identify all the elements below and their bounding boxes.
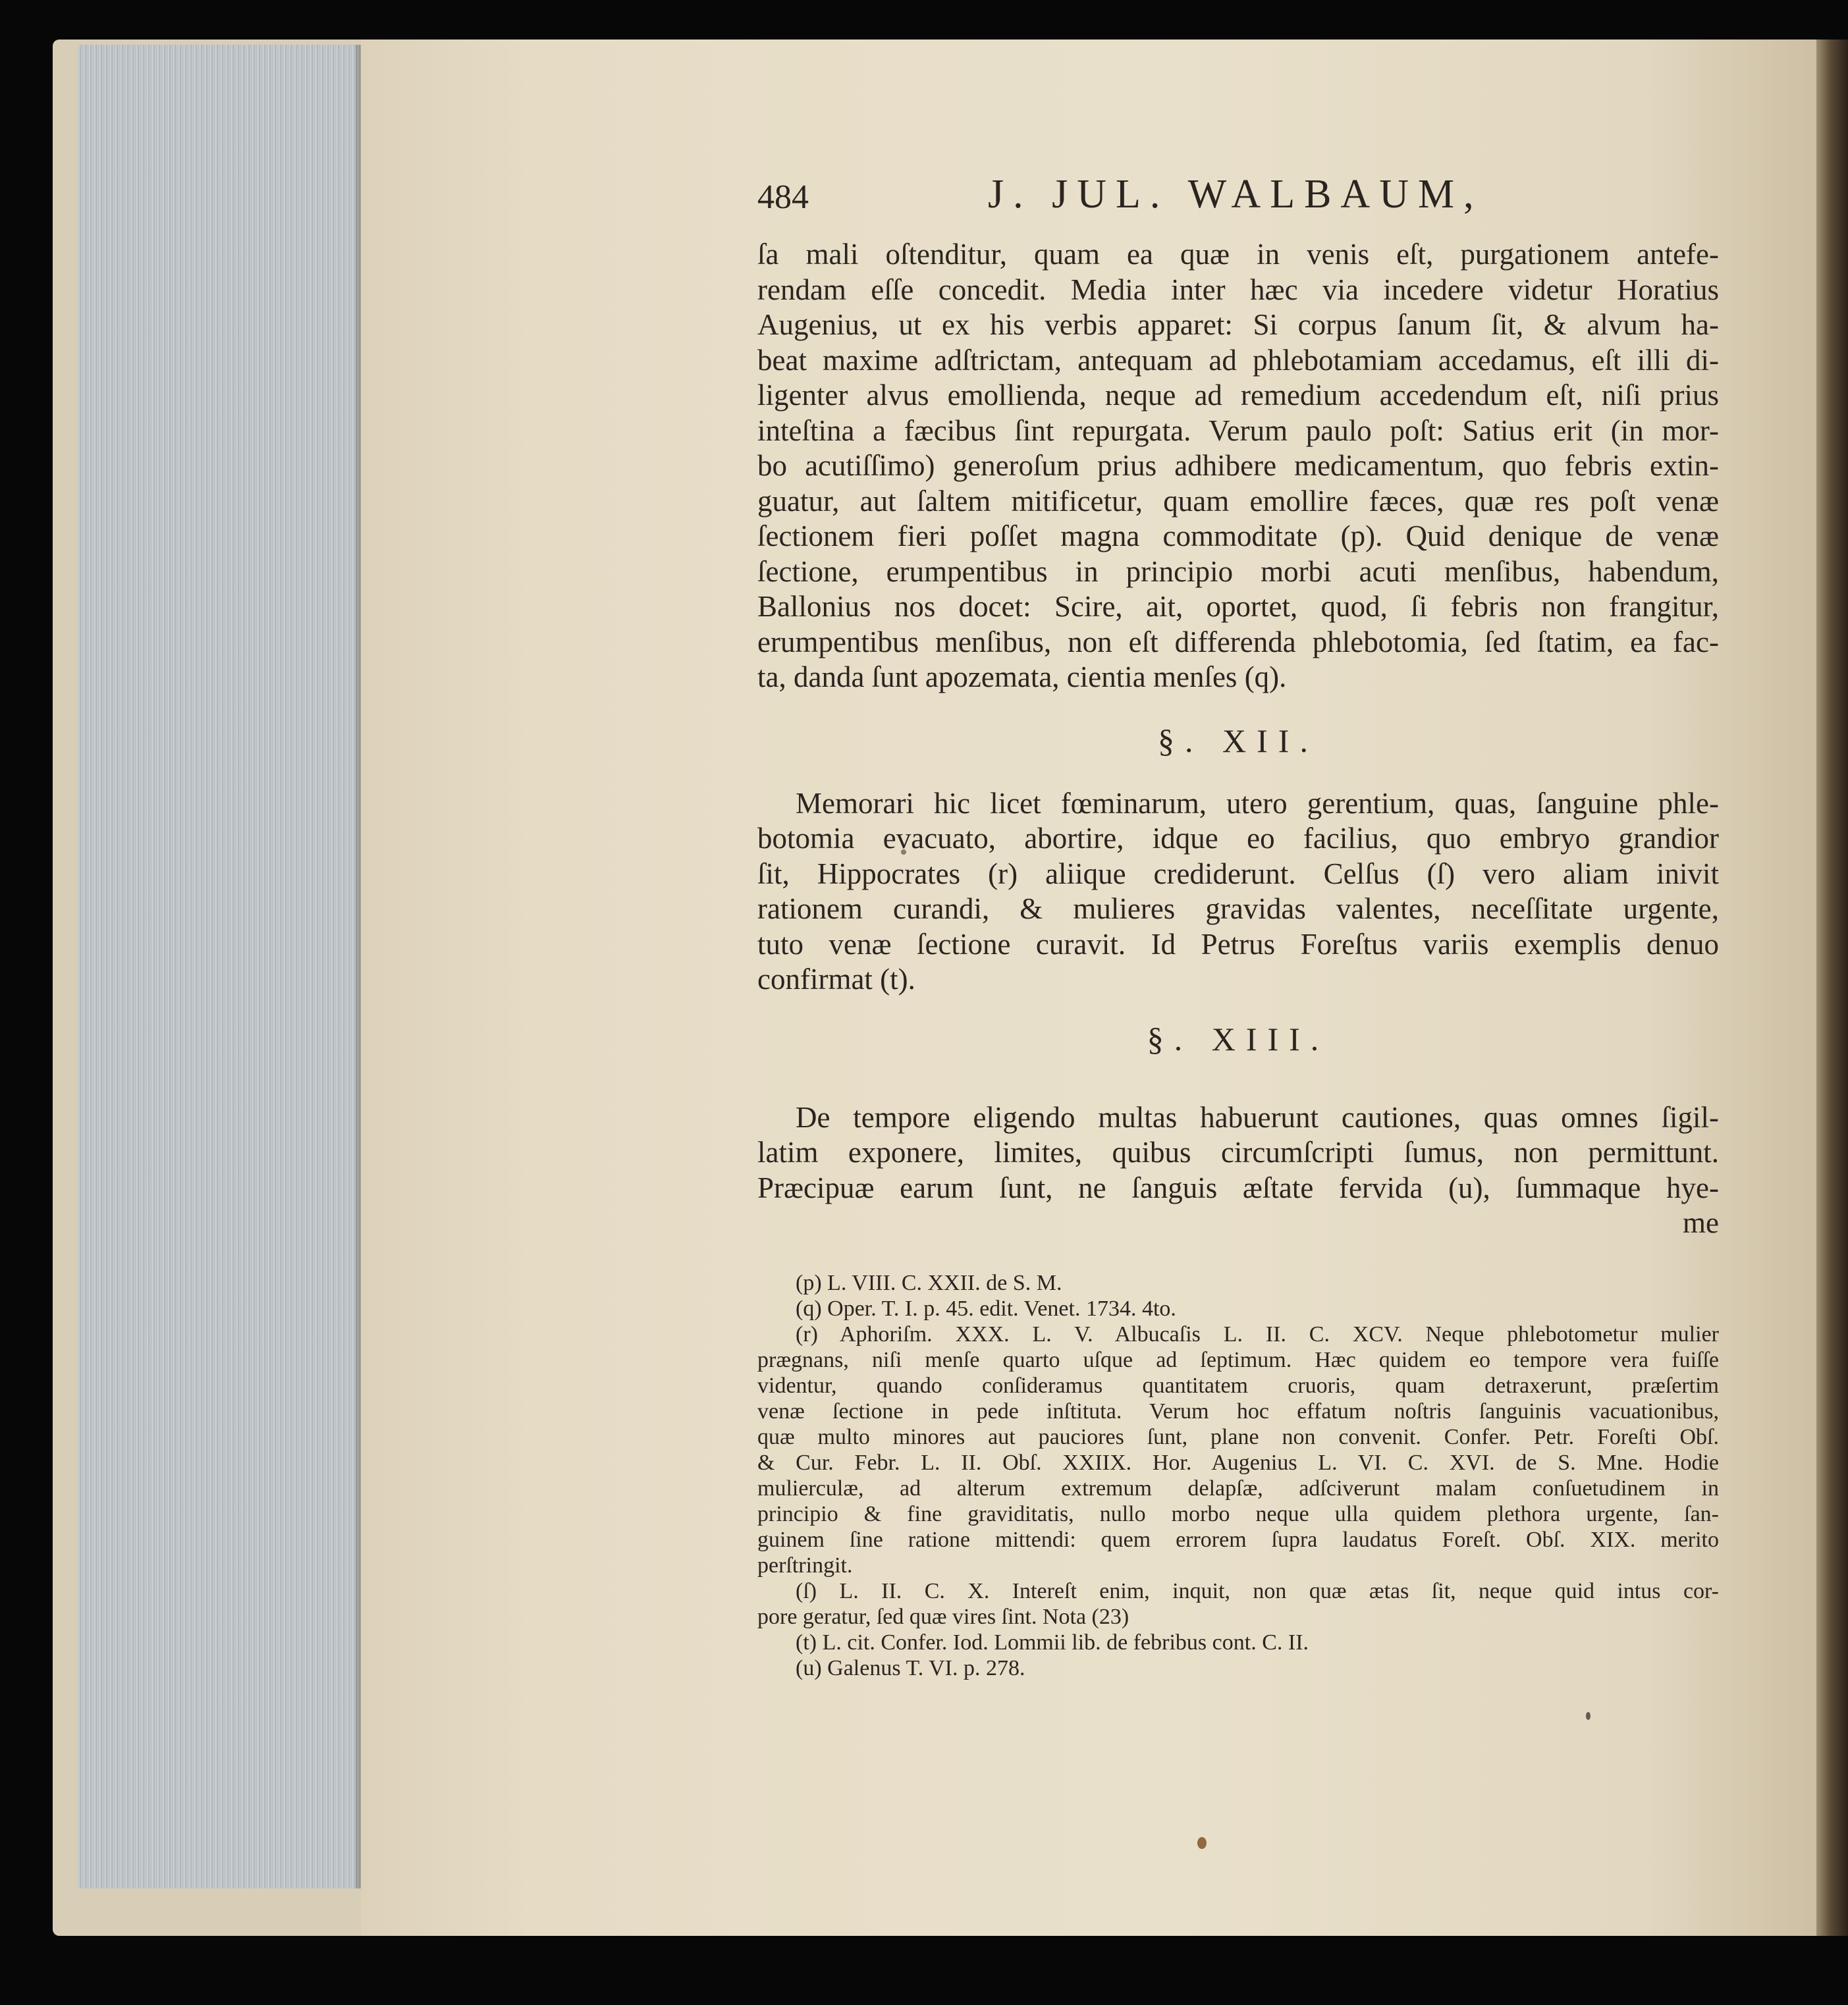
text-line: ſa mali oſtenditur, quam ea quæ in venis eſt, purgationem antefe- bbox=[757, 238, 1719, 271]
section-13-paragraph bbox=[757, 1100, 1719, 1241]
text-line: botomia evacuato, abortire, idque eo facilius, quo embryo grandior bbox=[757, 822, 1719, 855]
footnote-line: (r) Aphoriſm. XXX. L. V. Albucaſis L. II. C. XCV. Neque phlebotometur mulier bbox=[796, 1322, 1719, 1347]
footnote-line: perſtringit. bbox=[757, 1553, 853, 1578]
footnote-line: (u) Galenus T. VI. p. 278. bbox=[796, 1655, 1025, 1680]
text-line: tuto venæ ſectione curavit. Id Petrus Foreſtus variis exemplis denuo bbox=[757, 927, 1719, 961]
footnote-line: prægnans, niſi menſe quarto uſque ad ſeptimum. Hæc quidem eo tempore vera fuiſſe bbox=[757, 1347, 1719, 1372]
footnotes bbox=[757, 1270, 1719, 1681]
footnote-line: pore geratur, ſed quæ vires ſint. Nota (23) bbox=[757, 1604, 1129, 1629]
text-line: beat maxime adſtrictam, antequam ad phlebotamiam accedamus, eſt illi di- bbox=[757, 343, 1719, 377]
page-text-block bbox=[757, 165, 1719, 1681]
text-line: ſit, Hippocrates (r) aliique crediderunt. Celſus (ſ) vero aliam inivit bbox=[757, 857, 1719, 890]
book-gutter bbox=[1816, 40, 1848, 1936]
text-line: inteſtina a fæcibus ſint repurgata. Verum paulo poſt: Satius erit (in mor- bbox=[757, 414, 1719, 447]
page-number: 484 bbox=[757, 178, 809, 216]
text-line: Augenius, ut ex his verbis apparet: Si corpus ſanum ſit, & alvum ha- bbox=[757, 308, 1719, 341]
text-line: ligenter alvus emollienda, neque ad remedium accedendum eſt, niſi prius bbox=[757, 379, 1719, 412]
section-heading-13: §. XIII. bbox=[1147, 1020, 1330, 1057]
foxing-spot bbox=[1197, 1837, 1207, 1849]
text-line: ta, danda ſunt apozemata, cientia menſes (q). bbox=[757, 660, 1287, 693]
text-line: ſectionem fieri poſſet magna commoditate (p). Quid denique de venæ bbox=[757, 520, 1719, 552]
footnote-line: quæ multo minores aut pauciores ſunt, plane non convenit. Confer. Petr. Foreſti Obſ. bbox=[757, 1424, 1719, 1449]
text-line: De tempore eligendo multas habuerunt cautiones, quas omnes ſigil- bbox=[796, 1100, 1719, 1134]
footnote-line: mulierculæ, ad alterum extremum delapſæ, adſciverunt malam conſuetudinem in bbox=[757, 1476, 1719, 1501]
footnote-line: (q) Oper. T. I. p. 45. edit. Venet. 1734. 4to. bbox=[796, 1296, 1176, 1321]
page-edges bbox=[78, 45, 363, 1888]
text-line: Memorari hic licet fœminarum, utero gerentium, quas, ſanguine phle- bbox=[796, 786, 1719, 820]
text-line: bo acutiſſimo) generoſum prius adhibere medicamentum, quo febris extin- bbox=[757, 449, 1719, 482]
text-line: erumpentibus menſibus, non eſt differenda phlebotomia, ſed ſtatim, ea fac- bbox=[757, 625, 1719, 658]
section-heading-12: §. XII. bbox=[1158, 722, 1318, 759]
running-title: J. JUL. WALBAUM, bbox=[988, 172, 1483, 217]
text-line: confirmat (t). bbox=[757, 963, 915, 996]
text-line: Præcipuæ earum ſunt, ne ſanguis æſtate fervida (u), ſummaque hye- bbox=[757, 1171, 1719, 1204]
footnote-line: guinem ſine ratione mittendi: quem errorem ſupra laudatus Foreſt. Obſ. XIX. merito bbox=[757, 1527, 1719, 1552]
footnote-line: videntur, quando conſideramus quantitatem cruoris, quam detraxerunt, præſertim bbox=[757, 1373, 1719, 1398]
text-line: Ballonius nos docet: Scire, ait, oportet, quod, ſi febris non frangitur, bbox=[757, 590, 1719, 623]
footnote-line: & Cur. Febr. L. II. Obſ. XXIIX. Hor. Augenius L. VI. C. XVI. de S. Mne. Hodie bbox=[757, 1450, 1719, 1475]
footnote-line: (ſ) L. II. C. X. Intereſt enim, inquit, non quæ ætas ſit, neque quid intus cor- bbox=[796, 1578, 1719, 1603]
paragraph-1 bbox=[757, 237, 1719, 695]
text-line: latim exponere, limites, quibus circumſcripti ſumus, non permittunt. bbox=[757, 1136, 1719, 1169]
running-head bbox=[757, 165, 1719, 237]
section-12-paragraph bbox=[757, 786, 1719, 998]
footnote-line: (t) L. cit. Confer. Iod. Lommii lib. de febribus cont. C. II. bbox=[796, 1630, 1309, 1655]
footnote-line: venæ ſectione in pede inſtituta. Verum hoc effatum noſtris ſanguinis vacuationibus, bbox=[757, 1399, 1719, 1424]
foxing-spot bbox=[1586, 1712, 1590, 1720]
catchword: me bbox=[1683, 1206, 1719, 1239]
text-line: guatur, aut ſaltem mitificetur, quam emollire fæces, quæ res poſt venæ bbox=[757, 484, 1719, 518]
footnote-line: (p) L. VIII. C. XXII. de S. M. bbox=[796, 1270, 1062, 1295]
text-line: ſectione, erumpentibus in principio morbi acuti menſibus, habendum, bbox=[757, 554, 1719, 588]
text-line: rendam eſſe concedit. Media inter hæc via incedere videtur Horatius bbox=[757, 273, 1719, 306]
text-line: rationem curandi, & mulieres gravidas valentes, neceſſitate urgente, bbox=[757, 892, 1719, 925]
footnote-line: principio & fine graviditatis, nullo morbo neque ulla quidem plethora urgente, ſan- bbox=[757, 1501, 1719, 1526]
